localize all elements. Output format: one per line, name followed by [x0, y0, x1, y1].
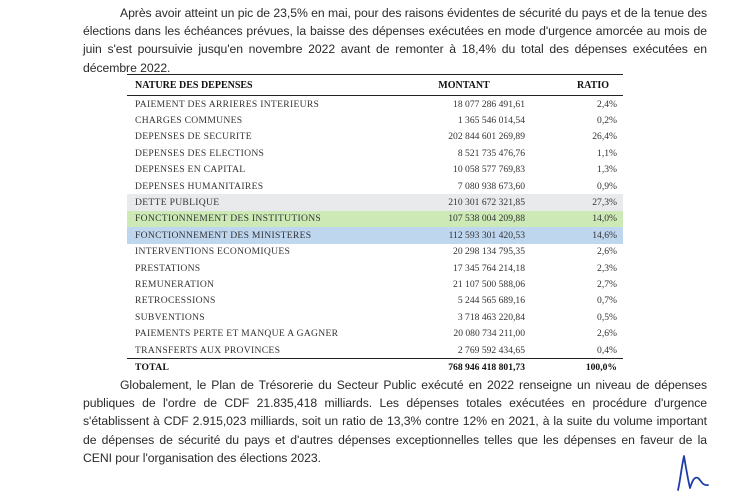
- row-nature: DEPENSES DES ELECTIONS: [135, 147, 265, 159]
- row-nature: FONCTIONNEMENT DES INSTITUTIONS: [135, 213, 322, 225]
- row-montant: 107 538 004 209,88: [448, 213, 525, 225]
- total-row: [127, 359, 623, 376]
- total-montant: 768 946 418 801,73: [357, 359, 525, 376]
- table-row: [127, 129, 623, 145]
- row-nature: PRESTATIONS: [135, 262, 201, 274]
- row-nature: SUBVENTIONS: [135, 311, 205, 323]
- total-ratio: 100,0%: [525, 359, 623, 376]
- row-montant: 202 844 601 269,89: [448, 131, 525, 143]
- header-ratio: RATIO: [525, 75, 623, 96]
- row-montant: 5 244 565 689,16: [457, 295, 525, 307]
- row-ratio: 27,3%: [592, 197, 617, 209]
- row-montant: 3 718 463 220,84: [457, 311, 525, 323]
- row-montant: 20 298 134 795,35: [453, 246, 525, 258]
- table-row: [127, 194, 623, 210]
- row-nature: FONCTIONNEMENT DES MINISTERES: [135, 229, 312, 241]
- row-montant: 8 521 735 476,76: [457, 147, 525, 159]
- row-montant: 112 593 301 420,53: [448, 229, 525, 241]
- summary-paragraph: Globalement, le Plan de Trésorerie du Secteur Public exécuté en 2022 renseigne un niveau de dépenses publiques de l'ordre de CDF 21.835,418 milliards. Les dépenses totales exécutées en procédure d'urgence s'établissent à CDF 2.915,023 milliards, soit un ratio de 13,3% contre 12% en 2021, à la suite du volume important de dépenses de sécurité du pays et d'autres dépenses exceptionnelles telles que les dépenses en faveur de la CENI pour l'organisation des élections 2023.: [83, 378, 707, 465]
- row-montant: 210 301 672 321,85: [448, 197, 525, 209]
- table-row: [127, 178, 623, 194]
- row-nature: TRANSFERTS AUX PROVINCES: [135, 344, 281, 356]
- row-nature: PAIEMENTS PERTE ET MANQUE A GAGNER: [135, 328, 339, 340]
- row-nature: PAIEMENT DES ARRIERES INTERIEURS: [135, 98, 320, 110]
- row-ratio: 1,1%: [597, 147, 617, 159]
- table-row: [127, 145, 623, 161]
- handwritten-signature: [672, 452, 712, 492]
- header-nature: NATURE DES DEPENSES: [127, 75, 357, 96]
- table-header-row: [127, 75, 623, 96]
- row-ratio: 2,6%: [597, 328, 617, 340]
- row-nature: DEPENSES DE SECURITE: [135, 131, 252, 143]
- row-ratio: 0,2%: [597, 115, 617, 127]
- row-ratio: 1,3%: [597, 164, 617, 176]
- row-montant: 2 769 592 434,65: [457, 344, 525, 356]
- table-row: [127, 244, 623, 260]
- intro-paragraph: Après avoir atteint un pic de 23,5% en mai, pour des raisons évidentes de sécurité du pays et de la tenue des élections dans les échéances prévues, la baisse des dépenses exécutées en mode d'urgence amorcée au mois de juin s'est poursuivie jusqu'en novembre 2022 avant de remonter à 18,4% du total des dépenses exécutées en décembre 2022.: [83, 6, 707, 75]
- row-montant: 20 080 734 211,00: [453, 328, 525, 340]
- header-montant: MONTANT: [357, 75, 525, 96]
- row-ratio: 2,7%: [597, 278, 617, 290]
- row-nature: DEPENSES HUMANITAIRES: [135, 180, 264, 192]
- row-ratio: 0,7%: [597, 295, 617, 307]
- row-nature: CHARGES COMMUNES: [135, 115, 243, 127]
- table-row: [127, 162, 623, 178]
- table-row: [127, 211, 623, 227]
- row-ratio: 2,3%: [597, 262, 617, 274]
- row-ratio: 26,4%: [592, 131, 617, 143]
- row-montant: 21 107 500 588,06: [453, 278, 525, 290]
- row-ratio: 0,9%: [597, 180, 617, 192]
- row-ratio: 0,5%: [597, 311, 617, 323]
- row-ratio: 2,4%: [597, 98, 617, 110]
- table-row: [127, 260, 623, 276]
- row-nature: REMUNERATION: [135, 278, 215, 290]
- row-ratio: 14,0%: [592, 213, 617, 225]
- expenses-table: [127, 74, 623, 376]
- row-montant: 7 080 938 673,60: [457, 180, 525, 192]
- table-row: [127, 325, 623, 341]
- total-label: TOTAL: [127, 359, 357, 376]
- row-ratio: 0,4%: [597, 344, 617, 356]
- table-row: [127, 293, 623, 309]
- row-ratio: 14,6%: [592, 229, 617, 241]
- row-montant: 18 077 286 491,61: [453, 98, 525, 110]
- table-row: [127, 342, 623, 359]
- table-row: [127, 112, 623, 128]
- row-nature: DEPENSES EN CAPITAL: [135, 164, 246, 176]
- table-row: [127, 309, 623, 325]
- row-ratio: 2,6%: [597, 246, 617, 258]
- table-row: [127, 227, 623, 243]
- row-nature: RETROCESSIONS: [135, 295, 216, 307]
- row-montant: 17 345 764 214,18: [453, 262, 525, 274]
- row-montant: 10 058 577 769,83: [453, 164, 525, 176]
- row-nature: DETTE PUBLIQUE: [135, 197, 220, 209]
- row-nature: INTERVENTIONS ECONOMIQUES: [135, 246, 291, 258]
- row-montant: 1 365 546 014,54: [457, 115, 525, 127]
- table-row: [127, 96, 623, 113]
- table-body: [127, 96, 623, 359]
- table-row: [127, 276, 623, 292]
